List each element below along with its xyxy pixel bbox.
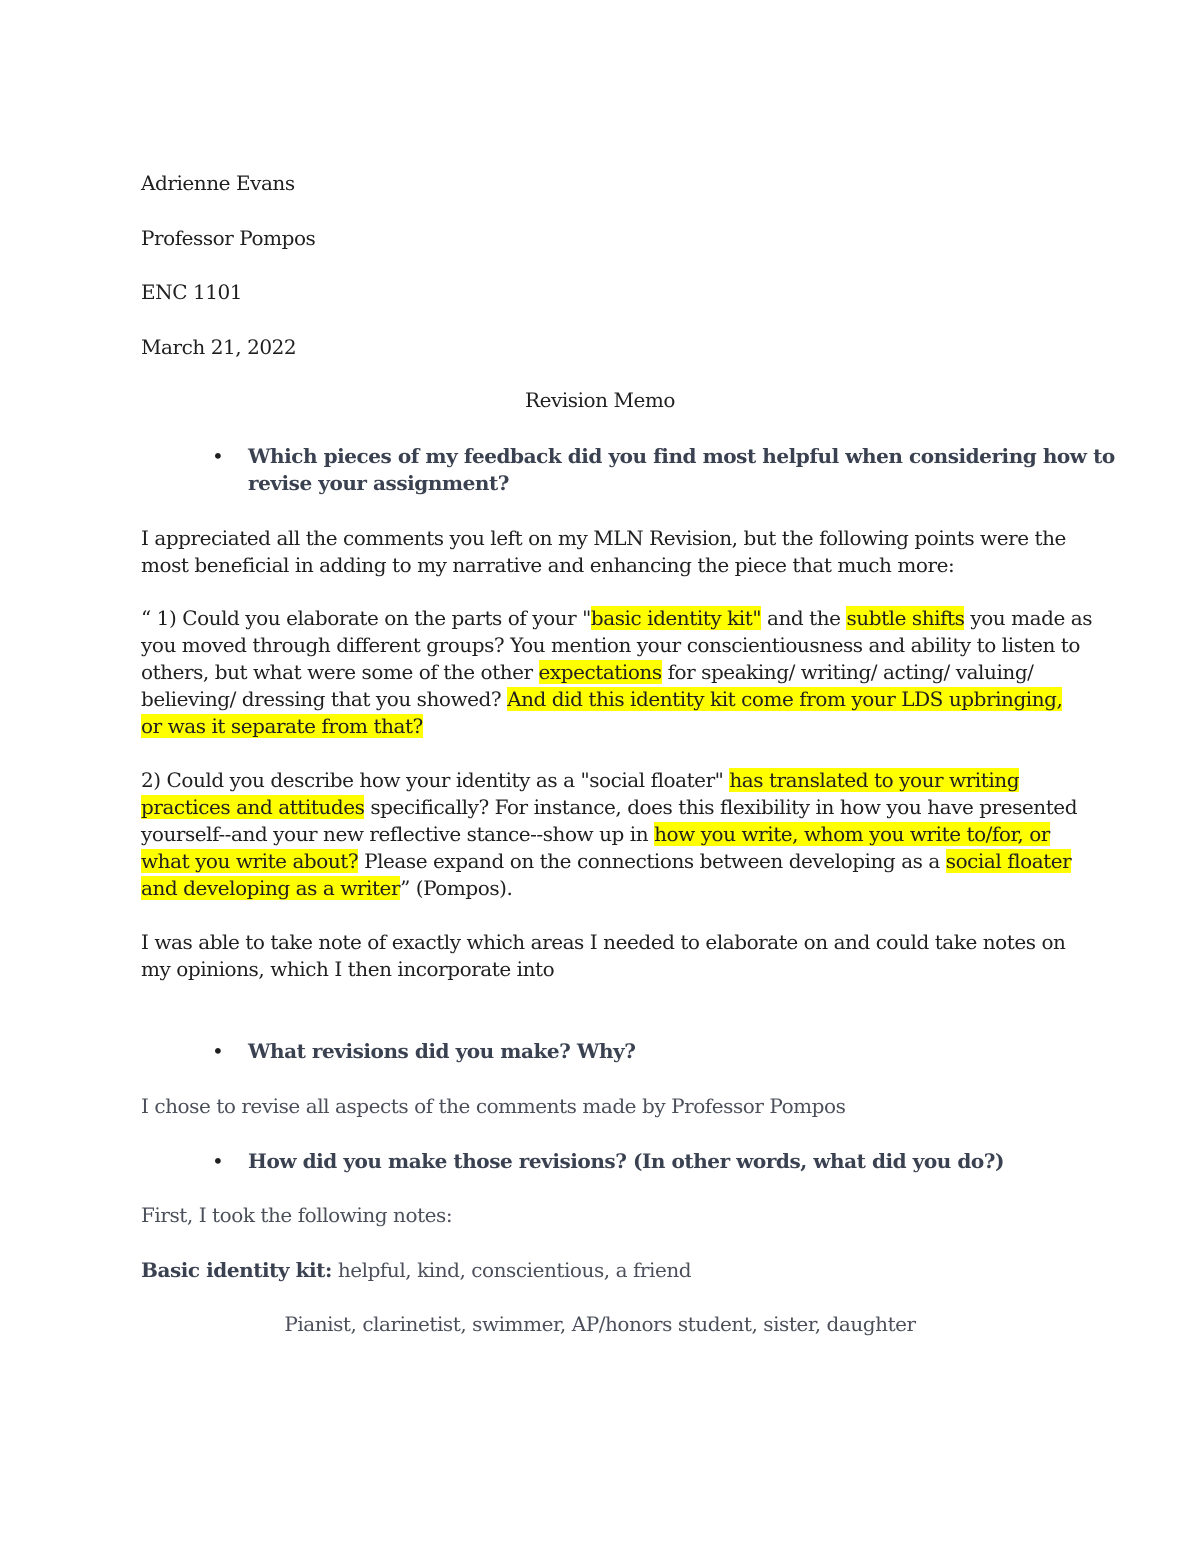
highlight: or was it separate from that? (141, 714, 423, 738)
quote-1-line-4: believing/ dressing that you showed? And did this identity kit come from your LDS upbringing, (141, 687, 1063, 711)
question-3-text: How did you make those revisions? (In other words, what did you do?) (248, 1149, 1005, 1173)
question-2-text: What revisions did you make? Why? (248, 1039, 636, 1063)
feedback-quote-2 (141, 767, 1078, 902)
student-name: Adrienne Evans (141, 171, 295, 195)
notes-roles: Pianist, clarinetist, swimmer, AP/honors student, sister, daughter (284, 1312, 916, 1336)
professor-name: Professor Pompos (141, 226, 316, 250)
quote-1-line-2: you moved through different groups? You mention your conscientiousness and ability to listen to (141, 633, 1080, 657)
highlight: And did this identity kit come from your LDS upbringing, (507, 687, 1063, 711)
highlight: expectations (538, 660, 662, 684)
bullet-icon: • (212, 1149, 224, 1173)
notes-label: Basic identity kit: (141, 1258, 332, 1282)
feedback-quote-1 (141, 605, 1093, 740)
highlight: practices and attitudes (141, 795, 365, 819)
bullet-icon: • (212, 1039, 224, 1063)
highlight: how you write, whom you write to/for, or (654, 822, 1050, 846)
notes-identity-kit (141, 1257, 1071, 1284)
highlight: has translated to your writing (729, 768, 1020, 792)
quote-2-line-4: what you write about? Please expand on the connections between developing as a social floater (141, 849, 1072, 873)
highlight: and developing as a writer (141, 876, 401, 900)
notes-value: helpful, kind, conscientious, a friend (331, 1258, 692, 1282)
quote-2-line-2: practices and attitudes specifically? For instance, does this flexibility in how you have presented (141, 795, 1078, 819)
quote-1-line-1: “ 1) Could you elaborate on the parts of your "basic identity kit" and the subtle shifts you made as (141, 606, 1093, 630)
document-date: March 21, 2022 (141, 335, 297, 359)
bullet-icon: • (212, 444, 224, 468)
answer-1-intro: I appreciated all the comments you left on my MLN Revision, but the following points were the most beneficial in adding to my narrative and enhancing the piece that much more: (141, 526, 1066, 577)
quote-2-line-5: and developing as a writer” (Pompos). (141, 876, 513, 900)
answer-1-followup: I was able to take note of exactly which areas I needed to elaborate on and could take notes on my opinions, which I then incorporate into (141, 930, 1066, 981)
quote-2-line-3: yourself--and your new reflective stance--show up in how you write, whom you write to/for, or (141, 822, 1050, 846)
answer-2: I chose to revise all aspects of the comments made by Professor Pompos (141, 1094, 846, 1118)
quote-1-line-3: others, but what were some of the other expectations for speaking/ writing/ acting/ valuing/ (141, 660, 1034, 684)
question-1-text: Which pieces of my feedback did you find most helpful when considering how to revise your assignment? (248, 444, 1115, 495)
highlight: subtle shifts (846, 606, 965, 630)
quote-1-line-5 (141, 713, 1071, 740)
highlight: social floater (945, 849, 1072, 873)
answer-3: First, I took the following notes: (141, 1203, 453, 1227)
course-code: ENC 1101 (141, 280, 243, 304)
quote-2-line-1: 2) Could you describe how your identity as a "social floater" has translated to your writing (141, 768, 1020, 792)
highlight: what you write about? (141, 849, 359, 873)
highlight: basic identity kit" (590, 606, 762, 630)
document-title: Revision Memo (525, 388, 675, 412)
